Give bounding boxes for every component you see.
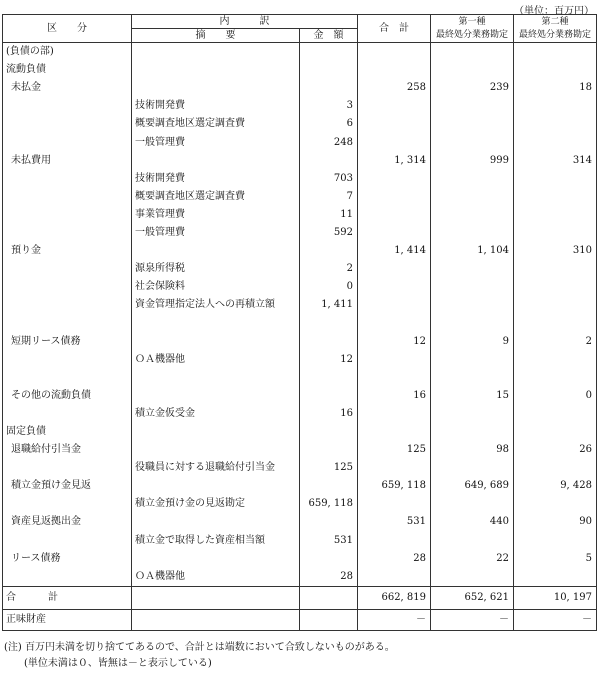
row-total: 258 <box>358 79 431 97</box>
row-summary <box>132 423 300 441</box>
row-acct1 <box>431 314 514 332</box>
row-summary: 技術開発費 <box>132 97 300 115</box>
row-total <box>358 115 431 133</box>
row-summary: ＯＡ機器他 <box>132 568 300 587</box>
row-summary: 一般管理費 <box>132 224 300 242</box>
row-acct2: 26 <box>514 441 597 459</box>
table-row <box>3 170 597 188</box>
row-amount <box>300 423 358 441</box>
row-acct1: 9 <box>431 333 514 351</box>
row-summary: 積立金仮受金 <box>132 405 300 423</box>
row-total: 12 <box>358 333 431 351</box>
row-amount <box>300 79 358 97</box>
row-acct1 <box>431 405 514 423</box>
row-total <box>358 369 431 387</box>
row-amount <box>300 513 358 531</box>
table-row <box>3 423 597 441</box>
row-acct2 <box>514 170 597 188</box>
table-row <box>3 532 597 550</box>
row-summary <box>132 369 300 387</box>
table-row <box>3 550 597 568</box>
table-row <box>3 459 597 477</box>
row-summary: ＯＡ機器他 <box>132 351 300 369</box>
row-total: 659, 118 <box>358 477 431 495</box>
row-acct2 <box>514 260 597 278</box>
total-row <box>3 586 597 609</box>
row-category <box>3 206 132 224</box>
row-summary <box>132 79 300 97</box>
row-amount: 0 <box>300 278 358 296</box>
row-amount <box>300 61 358 79</box>
row-amount: 2 <box>300 260 358 278</box>
total-acct1: 652, 621 <box>431 586 514 609</box>
total-amount-cell <box>300 586 358 609</box>
row-total <box>358 314 431 332</box>
row-acct1 <box>431 423 514 441</box>
table-row <box>3 405 597 423</box>
row-amount: 11 <box>300 206 358 224</box>
row-summary: 技術開発費 <box>132 170 300 188</box>
row-acct2: 0 <box>514 387 597 405</box>
unit-label: （単位：百万円） <box>514 6 594 17</box>
row-acct2 <box>514 369 597 387</box>
row-acct2 <box>514 188 597 206</box>
row-category: 預り金 <box>3 242 132 260</box>
row-acct2 <box>514 206 597 224</box>
row-summary: 概要調査地区選定調査費 <box>132 188 300 206</box>
row-acct1 <box>431 369 514 387</box>
row-total <box>358 188 431 206</box>
table-row <box>3 495 597 513</box>
row-acct1 <box>431 170 514 188</box>
table-row <box>3 188 597 206</box>
row-total <box>358 224 431 242</box>
row-summary <box>132 314 300 332</box>
row-summary: 積立金預け金の見返勘定 <box>132 495 300 513</box>
liabilities-table <box>2 14 597 631</box>
row-amount: 7 <box>300 188 358 206</box>
row-total: 16 <box>358 387 431 405</box>
row-total <box>358 278 431 296</box>
header-acct2 <box>514 15 597 43</box>
row-total: 28 <box>358 550 431 568</box>
total-value: 662, 819 <box>358 586 431 609</box>
table-row <box>3 387 597 405</box>
row-summary: 源泉所得税 <box>132 260 300 278</box>
row-acct2 <box>514 97 597 115</box>
row-summary <box>132 152 300 170</box>
note-line-1: (注) 百万円未満を切り捨ててあるので、合計とは端数において合致しないものがある。 <box>4 642 395 653</box>
table-row <box>3 278 597 296</box>
net-acct1: － <box>431 609 514 630</box>
row-category: 未払費用 <box>3 152 132 170</box>
row-category <box>3 351 132 369</box>
row-total: 125 <box>358 441 431 459</box>
total-summary-cell <box>132 586 300 609</box>
row-summary: 資金管理指定法人への再積立額 <box>132 296 300 314</box>
row-amount <box>300 242 358 260</box>
row-category: リース債務 <box>3 550 132 568</box>
row-acct2 <box>514 405 597 423</box>
row-amount: 6 <box>300 115 358 133</box>
row-acct2 <box>514 351 597 369</box>
row-total <box>358 351 431 369</box>
table-row <box>3 206 597 224</box>
row-acct1 <box>431 296 514 314</box>
row-acct1 <box>431 224 514 242</box>
row-summary <box>132 333 300 351</box>
row-acct1: 98 <box>431 441 514 459</box>
table-row <box>3 79 597 97</box>
row-acct1 <box>431 188 514 206</box>
row-acct1 <box>431 351 514 369</box>
row-acct2 <box>514 568 597 587</box>
row-category <box>3 278 132 296</box>
row-category <box>3 568 132 587</box>
row-total <box>358 532 431 550</box>
row-amount: 1, 411 <box>300 296 358 314</box>
row-total <box>358 43 431 62</box>
row-acct1 <box>431 532 514 550</box>
row-amount: 12 <box>300 351 358 369</box>
row-acct2 <box>514 133 597 151</box>
header-acct1-line2: 最終処分業務勘定 <box>435 29 508 40</box>
table-row <box>3 513 597 531</box>
row-total <box>358 61 431 79</box>
row-total <box>358 423 431 441</box>
row-total <box>358 133 431 151</box>
row-category <box>3 369 132 387</box>
row-acct2 <box>514 43 597 62</box>
row-summary <box>132 387 300 405</box>
net-amount-cell <box>300 609 358 630</box>
row-acct1 <box>431 97 514 115</box>
row-amount <box>300 441 358 459</box>
row-total <box>358 405 431 423</box>
table-row <box>3 351 597 369</box>
table-row <box>3 568 597 587</box>
row-acct1 <box>431 568 514 587</box>
net-summary-cell <box>132 609 300 630</box>
header-acct2-line1: 第二種 <box>541 16 569 27</box>
header-summary: 摘 要 <box>132 29 300 43</box>
row-amount: 28 <box>300 568 358 587</box>
row-category <box>3 188 132 206</box>
row-acct1: 440 <box>431 513 514 531</box>
row-summary: 社会保険料 <box>132 278 300 296</box>
row-acct2 <box>514 423 597 441</box>
row-acct1 <box>431 495 514 513</box>
row-acct1: 1, 104 <box>431 242 514 260</box>
row-acct1: 15 <box>431 387 514 405</box>
row-amount <box>300 387 358 405</box>
row-acct1 <box>431 278 514 296</box>
row-acct1 <box>431 133 514 151</box>
row-acct2 <box>514 296 597 314</box>
header-category: 区 分 <box>3 15 132 43</box>
row-summary <box>132 43 300 62</box>
table-body <box>3 43 597 631</box>
row-acct1 <box>431 43 514 62</box>
row-total: 1, 314 <box>358 152 431 170</box>
row-acct2: 2 <box>514 333 597 351</box>
header-acct1-line1: 第一種 <box>458 16 486 27</box>
row-amount <box>300 369 358 387</box>
table-row <box>3 133 597 151</box>
row-category: 流動負債 <box>3 61 132 79</box>
row-acct2: 314 <box>514 152 597 170</box>
row-category: 積立金預け金見返 <box>3 477 132 495</box>
row-total <box>358 459 431 477</box>
row-amount: 531 <box>300 532 358 550</box>
row-amount <box>300 333 358 351</box>
row-category <box>3 314 132 332</box>
row-summary <box>132 242 300 260</box>
row-category <box>3 224 132 242</box>
row-amount: 659, 118 <box>300 495 358 513</box>
table-row <box>3 260 597 278</box>
header-acct1 <box>431 15 514 43</box>
row-amount: 248 <box>300 133 358 151</box>
row-summary: 積立金で取得した資産相当額 <box>132 532 300 550</box>
row-amount <box>300 314 358 332</box>
row-amount <box>300 43 358 62</box>
row-summary <box>132 550 300 568</box>
net-total: － <box>358 609 431 630</box>
row-acct1 <box>431 206 514 224</box>
total-acct2: 10, 197 <box>514 586 597 609</box>
row-acct1: 649, 689 <box>431 477 514 495</box>
row-amount: 592 <box>300 224 358 242</box>
row-acct1: 999 <box>431 152 514 170</box>
table-header <box>3 15 597 43</box>
row-category <box>3 495 132 513</box>
table-row <box>3 152 597 170</box>
row-total <box>358 260 431 278</box>
row-acct2 <box>514 115 597 133</box>
row-category <box>3 133 132 151</box>
row-total <box>358 568 431 587</box>
row-category <box>3 115 132 133</box>
row-acct2 <box>514 224 597 242</box>
row-amount <box>300 477 358 495</box>
header-breakdown: 内 訳 <box>132 15 358 29</box>
row-acct1 <box>431 115 514 133</box>
net-acct2: － <box>514 609 597 630</box>
row-acct2 <box>514 61 597 79</box>
row-amount <box>300 550 358 568</box>
row-acct1: 22 <box>431 550 514 568</box>
row-summary <box>132 513 300 531</box>
header-total: 合 計 <box>358 15 431 43</box>
row-category: 固定負債 <box>3 423 132 441</box>
table-row <box>3 224 597 242</box>
row-summary: 一般管理費 <box>132 133 300 151</box>
row-acct2 <box>514 314 597 332</box>
table-row <box>3 333 597 351</box>
note-line-2: (単位未満は０、皆無は－と表示している) <box>4 658 212 669</box>
row-amount <box>300 152 358 170</box>
header-amount: 金 額 <box>300 29 358 43</box>
row-acct1 <box>431 61 514 79</box>
row-summary <box>132 441 300 459</box>
row-total <box>358 296 431 314</box>
row-total: 531 <box>358 513 431 531</box>
row-acct2: 9, 428 <box>514 477 597 495</box>
row-amount: 16 <box>300 405 358 423</box>
row-acct2 <box>514 495 597 513</box>
row-acct2: 90 <box>514 513 597 531</box>
table-row <box>3 314 597 332</box>
row-category: その他の流動負債 <box>3 387 132 405</box>
row-category <box>3 260 132 278</box>
table-row <box>3 242 597 260</box>
row-amount: 3 <box>300 97 358 115</box>
row-category <box>3 97 132 115</box>
row-category: 資産見返拠出金 <box>3 513 132 531</box>
row-summary <box>132 477 300 495</box>
row-category: 未払金 <box>3 79 132 97</box>
table-row <box>3 441 597 459</box>
net-assets-row <box>3 609 597 630</box>
row-summary: 役職員に対する退職給付引当金 <box>132 459 300 477</box>
row-total <box>358 495 431 513</box>
row-acct2: 18 <box>514 79 597 97</box>
row-category <box>3 296 132 314</box>
row-acct1: 239 <box>431 79 514 97</box>
row-acct1 <box>431 459 514 477</box>
table-row <box>3 369 597 387</box>
row-total: 1, 414 <box>358 242 431 260</box>
row-total <box>358 206 431 224</box>
row-summary: 事業管理費 <box>132 206 300 224</box>
row-acct2 <box>514 278 597 296</box>
row-total <box>358 170 431 188</box>
row-category <box>3 170 132 188</box>
table-row <box>3 477 597 495</box>
row-acct2: 310 <box>514 242 597 260</box>
row-acct1 <box>431 260 514 278</box>
row-category: (負債の部) <box>3 43 132 62</box>
table-row <box>3 115 597 133</box>
table-row <box>3 43 597 62</box>
total-label: 合 計 <box>3 586 132 609</box>
row-acct2: 5 <box>514 550 597 568</box>
net-assets-label: 正味財産 <box>3 609 132 630</box>
row-category: 退職給付引当金 <box>3 441 132 459</box>
row-amount: 703 <box>300 170 358 188</box>
row-acct2 <box>514 459 597 477</box>
row-category <box>3 405 132 423</box>
table-row <box>3 97 597 115</box>
table-row <box>3 296 597 314</box>
row-summary: 概要調査地区選定調査費 <box>132 115 300 133</box>
row-amount: 125 <box>300 459 358 477</box>
row-category <box>3 532 132 550</box>
row-acct2 <box>514 532 597 550</box>
table-row <box>3 61 597 79</box>
row-category: 短期リース債務 <box>3 333 132 351</box>
row-total <box>358 97 431 115</box>
row-category <box>3 459 132 477</box>
row-summary <box>132 61 300 79</box>
header-acct2-line2: 最終処分業務勘定 <box>518 29 591 40</box>
